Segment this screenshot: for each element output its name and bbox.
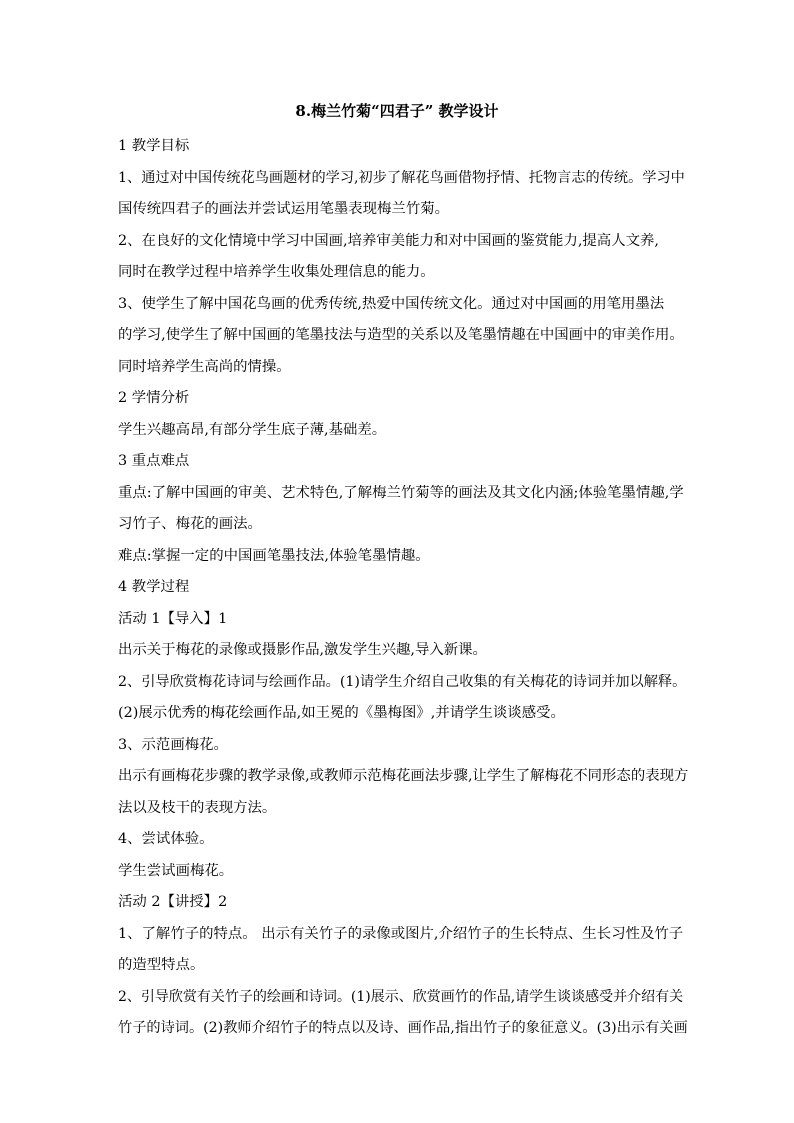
text-line: 1 教学目标 bbox=[118, 138, 190, 154]
text-line: 3、使学生了解中国花鸟画的优秀传统,热爱中国传统文化。通过对中国画的用笔用墨法 bbox=[118, 295, 665, 312]
text-line: 2、在良好的文化情境中学习中国画,培养审美能力和对中国画的鉴赏能力,提高人文养, bbox=[118, 232, 659, 249]
text-line: 出示有画梅花步骤的教学录像,或教师示范梅花画法步骤,让学生了解梅花不同形态的表现方 bbox=[118, 768, 689, 784]
text-line: 活动 1【导入】1 bbox=[118, 610, 228, 627]
text-line: 2 学情分析 bbox=[118, 390, 190, 406]
text-line: 国传统四君子的画法并尝试运用笔墨表现梅兰竹菊。 bbox=[118, 201, 449, 217]
text-line: 3 重点难点 bbox=[118, 453, 190, 469]
text-line: 2、引导欣赏有关竹子的绘画和诗词。(1)展示、欣赏画竹的作品,请学生谈谈感受并介绍有关 bbox=[118, 988, 684, 1005]
text-line: 3、示范画梅花。 bbox=[118, 736, 228, 753]
text-line: (2)展示优秀的梅花绘画作品,如王冕的《墨梅图》,并请学生谈谈感受。 bbox=[118, 705, 565, 721]
text-line: 的学习,使学生了解中国画的笔墨技法与造型的关系以及笔墨情趣在中国画中的审美作用。 bbox=[118, 327, 684, 343]
text-line: 活动 2【讲授】2 bbox=[118, 894, 228, 910]
text-line: 4 教学过程 bbox=[118, 579, 190, 595]
text-line: 同时培养学生高尚的情操。 bbox=[118, 358, 291, 375]
text-line: 1、了解竹子的特点。 出示有关竹子的录像或图片,介绍竹子的生长特点、生长习性及竹子 bbox=[118, 925, 684, 942]
text-line: 法以及枝干的表现方法。 bbox=[118, 799, 277, 816]
text-line: 出示关于梅花的录像或摄影作品,激发学生兴趣,导入新课。 bbox=[118, 642, 487, 658]
text-line: 1、通过对中国传统花鸟画题材的学习,初步了解花鸟画借物抒情、托物言志的传统。学习中 bbox=[118, 169, 685, 186]
document-title: 8.梅兰竹菊“四君子” 教学设计 bbox=[295, 102, 499, 120]
text-line: 难点:掌握一定的中国画笔墨技法,体验笔墨情趣。 bbox=[118, 547, 430, 564]
document-body bbox=[118, 131, 688, 1045]
text-line: 同时在教学过程中培养学生收集处理信息的能力。 bbox=[118, 264, 435, 280]
text-line: 习竹子、梅花的画法。 bbox=[118, 516, 262, 532]
text-line: 4、尝试体验。 bbox=[118, 831, 214, 847]
text-line: 学生尝试画梅花。 bbox=[118, 862, 234, 879]
text-line: 2、引导欣赏梅花诗词与绘画作品。(1)请学生介绍自己收集的有关梅花的诗词并加以解释。 bbox=[118, 673, 687, 690]
text-line: 学生兴趣高昂,有部分学生底子薄,基础差。 bbox=[118, 421, 387, 438]
text-line: 的造型特点。 bbox=[118, 957, 205, 973]
text-line: 重点:了解中国画的审美、艺术特色,了解梅兰竹菊等的画法及其文化内涵;体验笔墨情趣,学 bbox=[118, 484, 684, 501]
text-line: 竹子的诗词。(2)教师介绍竹子的特点以及诗、画作品,指出竹子的象征意义。(3)出示有关画 bbox=[118, 1020, 688, 1036]
